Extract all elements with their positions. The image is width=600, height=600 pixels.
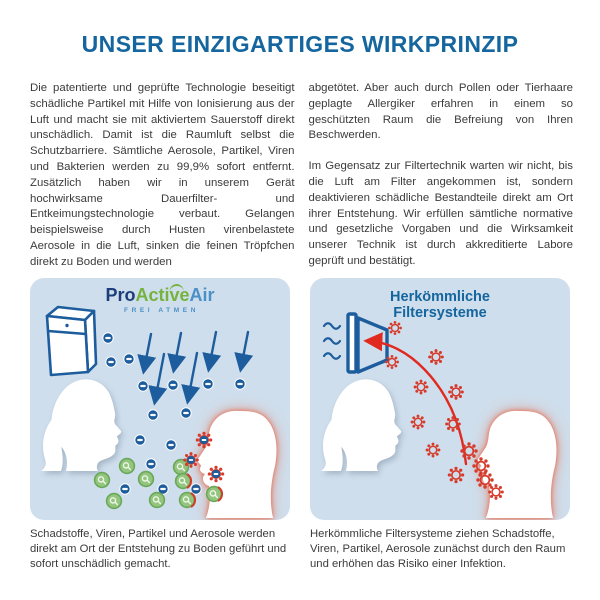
intro-column-right: [309, 81, 574, 271]
logo-air: Air: [189, 285, 215, 305]
man-silhouette: [478, 411, 557, 518]
woman-silhouette: [321, 379, 401, 471]
logo-tagline: FREI ATMEN: [124, 307, 199, 314]
filter-systems-panel: [310, 278, 570, 520]
logo-active: Active: [135, 285, 190, 305]
airflow-wave-icons: [324, 323, 340, 359]
page-title: UNSER EINZIGARTIGES WIRKPRINZIP: [81, 31, 519, 57]
filter-panel-title: Herkömmliche Filtersysteme: [390, 289, 490, 321]
caption-proactiveair: Schadstoffe, Viren, Partikel und Aerosole werden direkt am Ort der Entstehung zu Boden geführt und sofort unschädlich gemacht.: [30, 528, 287, 571]
virus-icons: [385, 321, 504, 500]
man-silhouette: [198, 411, 277, 518]
intro-text: [30, 81, 573, 271]
proactiveair-logo: [30, 286, 290, 315]
intro-column-left: [30, 81, 295, 271]
intro-paragraph-right-1: abgetötet. Aber auch durch Pollen oder Tierhaare geplagte Allergiker erfahren in einem so geschützten Raum die Befreiung von Ihren Beschwerden.: [308, 82, 573, 142]
proactiveair-panel: [30, 278, 290, 520]
caption-filter-systems: Herkömmliche Filtersysteme ziehen Schadstoffe, Viren, Partikel, Aerosole zunächst durch den Raum und erhöhen das Risiko einer Infektion.: [310, 528, 566, 571]
intro-paragraph-right-2: Im Gegensatz zur Filtertechnik warten wir nicht, bis die Luft am Filter angekommen ist, sondern deaktivieren schädliche Bestandteile direkt am Ort ihrer Entstehung. Wir erfüllen sämtliche normative und gesetzliche Vorgaben und die Wirksamkeit unserer Technik ist durch akkreditierte Labore geprüft und bestätigt.: [308, 160, 573, 267]
logo-pro: Pro: [105, 285, 136, 305]
woman-silhouette: [41, 379, 121, 471]
intro-paragraph-left: Die patentierte und geprüfte Technologie beseitigt schädliche Partikel mit Hilfe von Ionisierung aus der Luft und macht sie mit aktiviertem Sauerstoff direkt unschädlich. Damit ist die Raumluft selbst die Schutzbarriere. Sämtliche Aerosole, Partikel, Viren und Bakterien werden zu 99,9% sofort entfernt. Zusätzlich haben wir in unserem Gerät hochwirksame Dauerfilter- und Entkeimungstechnologie verbaut. Gelangen beispielsweise durch Husten virenbelastete Aerosole in die Luft, sinken die feinen Tröpfchen direkt zu Boden und werden: [30, 82, 295, 268]
falling-arrow-icons: [144, 332, 248, 401]
air-purifier-icon: [47, 307, 96, 375]
logo-wordmark: [30, 286, 290, 304]
